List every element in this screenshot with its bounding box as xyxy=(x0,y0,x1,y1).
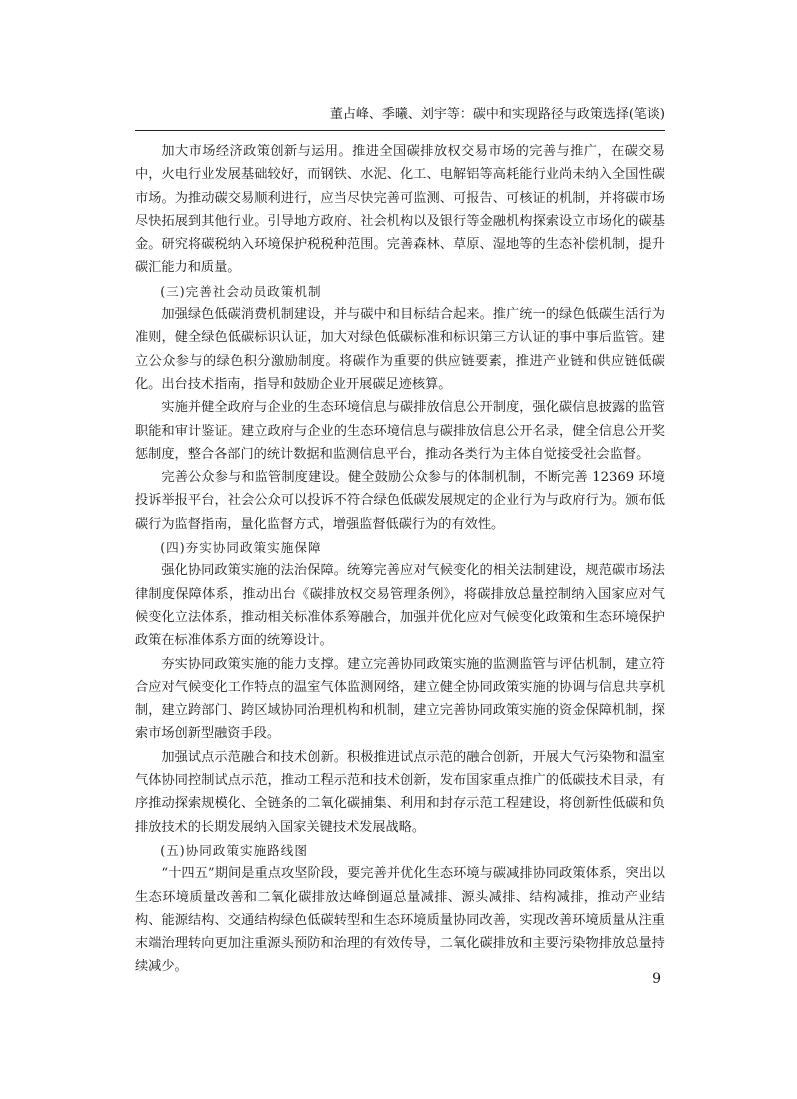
page-number: 9 xyxy=(652,971,661,987)
paragraph-roadmap: “十四五”期间是重点攻坚阶段，要完善并优化生态环境与碳减排协同政策体系，突出以生态环境质量改善和二氧化碳排放达峰倒逼总量减排、源头减排、结构减排，推动产业结构、能源结构、交通结构绿色低碳转型和生态环境质量协同改善，实现改善环境质量从注重末端治理转向更加注重源头预防和治理的有效传导，二氧化碳排放和主要污染物排放总量持续减少。 xyxy=(135,866,665,975)
article-body xyxy=(135,140,665,979)
section-heading-social-mobilization: (三)完善社会动员政策机制 xyxy=(160,283,322,299)
paragraph-information-disclosure: 实施并健全政府与企业的生态环境信息与碳排放信息公开制度，强化碳信息披露的监管职能和审计鉴证。建立政府与企业的生态环境信息与碳排放信息公开名录，健全信息公开奖惩制度，整合各部门的统计数据和监测信息平台，推动各类行为主体自觉接受社会监督。 xyxy=(135,400,665,462)
paragraph-capacity-support: 夯实协同政策实施的能力支撑。建立完善协同政策实施的监测监管与评估机制，建立符合应对气候变化工作特点的温室气体监测网络，建立健全协同政策实施的协调与信息共享机制，建立跨部门、跨区域协同治理机构和机制，建立完善协同政策实施的资金保障机制，探索市场创新型融资手段。 xyxy=(135,656,665,742)
paragraph-green-consumption: 加强绿色低碳消费机制建设，并与碳中和目标结合起来。推广统一的绿色低碳生活行为准则，健全绿色低碳标识认证，加大对绿色低碳标准和标识第三方认证的事中事后监管。建立公众参与的绿色积分激励制度。将碳作为重要的供应链要素，推进产业链和供应链低碳化。出台技术指南，指导和鼓励企业开展碳足迹核算。 xyxy=(135,307,665,392)
paragraph-market-policy: 加大市场经济政策创新与运用。推进全国碳排放权交易市场的完善与推广，在碳交易中，火电行业发展基础较好，而钢铁、水泥、化工、电解铝等高耗能行业尚未纳入全国性碳市场。为推动碳交易顺利进行，应当尽快完善可监测、可报告、可核证的机制，并将碳市场尽快拓展到其他行业。引导地方政府、社会机构以及银行等金融机构探索设立市场化的碳基金。研究将碳税纳入环境保护税税种范围。完善森林、草原、湿地等的生态补偿机制，提升碳汇能力和质量。 xyxy=(135,144,665,276)
running-header: 董占峰、季曦、刘宇等：碳中和实现路径与政策选择(笔谈) xyxy=(135,106,665,131)
paragraph-pilot-innovation: 加强试点示范融合和技术创新。积极推进试点示范的融合创新，开展大气污染物和温室气体协同控制试点示范，推动工程示范和技术创新，发布国家重点推广的低碳技术目录，有序推动探索规模化、全链条的二氧化碳捕集、利用和封存示范工程建设，将创新性低碳和负排放技术的长期发展纳入国家关键技术发展战略。 xyxy=(135,749,665,835)
paragraph-public-participation: 完善公众参与和监管制度建设。健全鼓励公众参与的体制机制，不断完善 12369 环境投诉举报平台，社会公众可以投诉不符合绿色低碳发展规定的企业行为与政府行为。颁布低碳行为监督指南，量化监督方式，增强监督低碳行为的有效性。 xyxy=(135,470,665,532)
section-heading-implementation-guarantee: (四)夯实协同政策实施保障 xyxy=(160,540,322,556)
paragraph-legal-guarantee: 强化协同政策实施的法治保障。统筹完善应对气候变化的相关法制建设，规范碳市场法律制度保障体系，推动出台《碳排放权交易管理条例》，将碳排放总量控制纳入国家应对气候变化立法体系，推动相关标准体系筹融合，加强并优化应对气候变化政策和生态环境保护政策在标准体系方面的统筹设计。 xyxy=(135,563,665,649)
section-heading-roadmap: (五)协同政策实施路线图 xyxy=(160,842,308,858)
